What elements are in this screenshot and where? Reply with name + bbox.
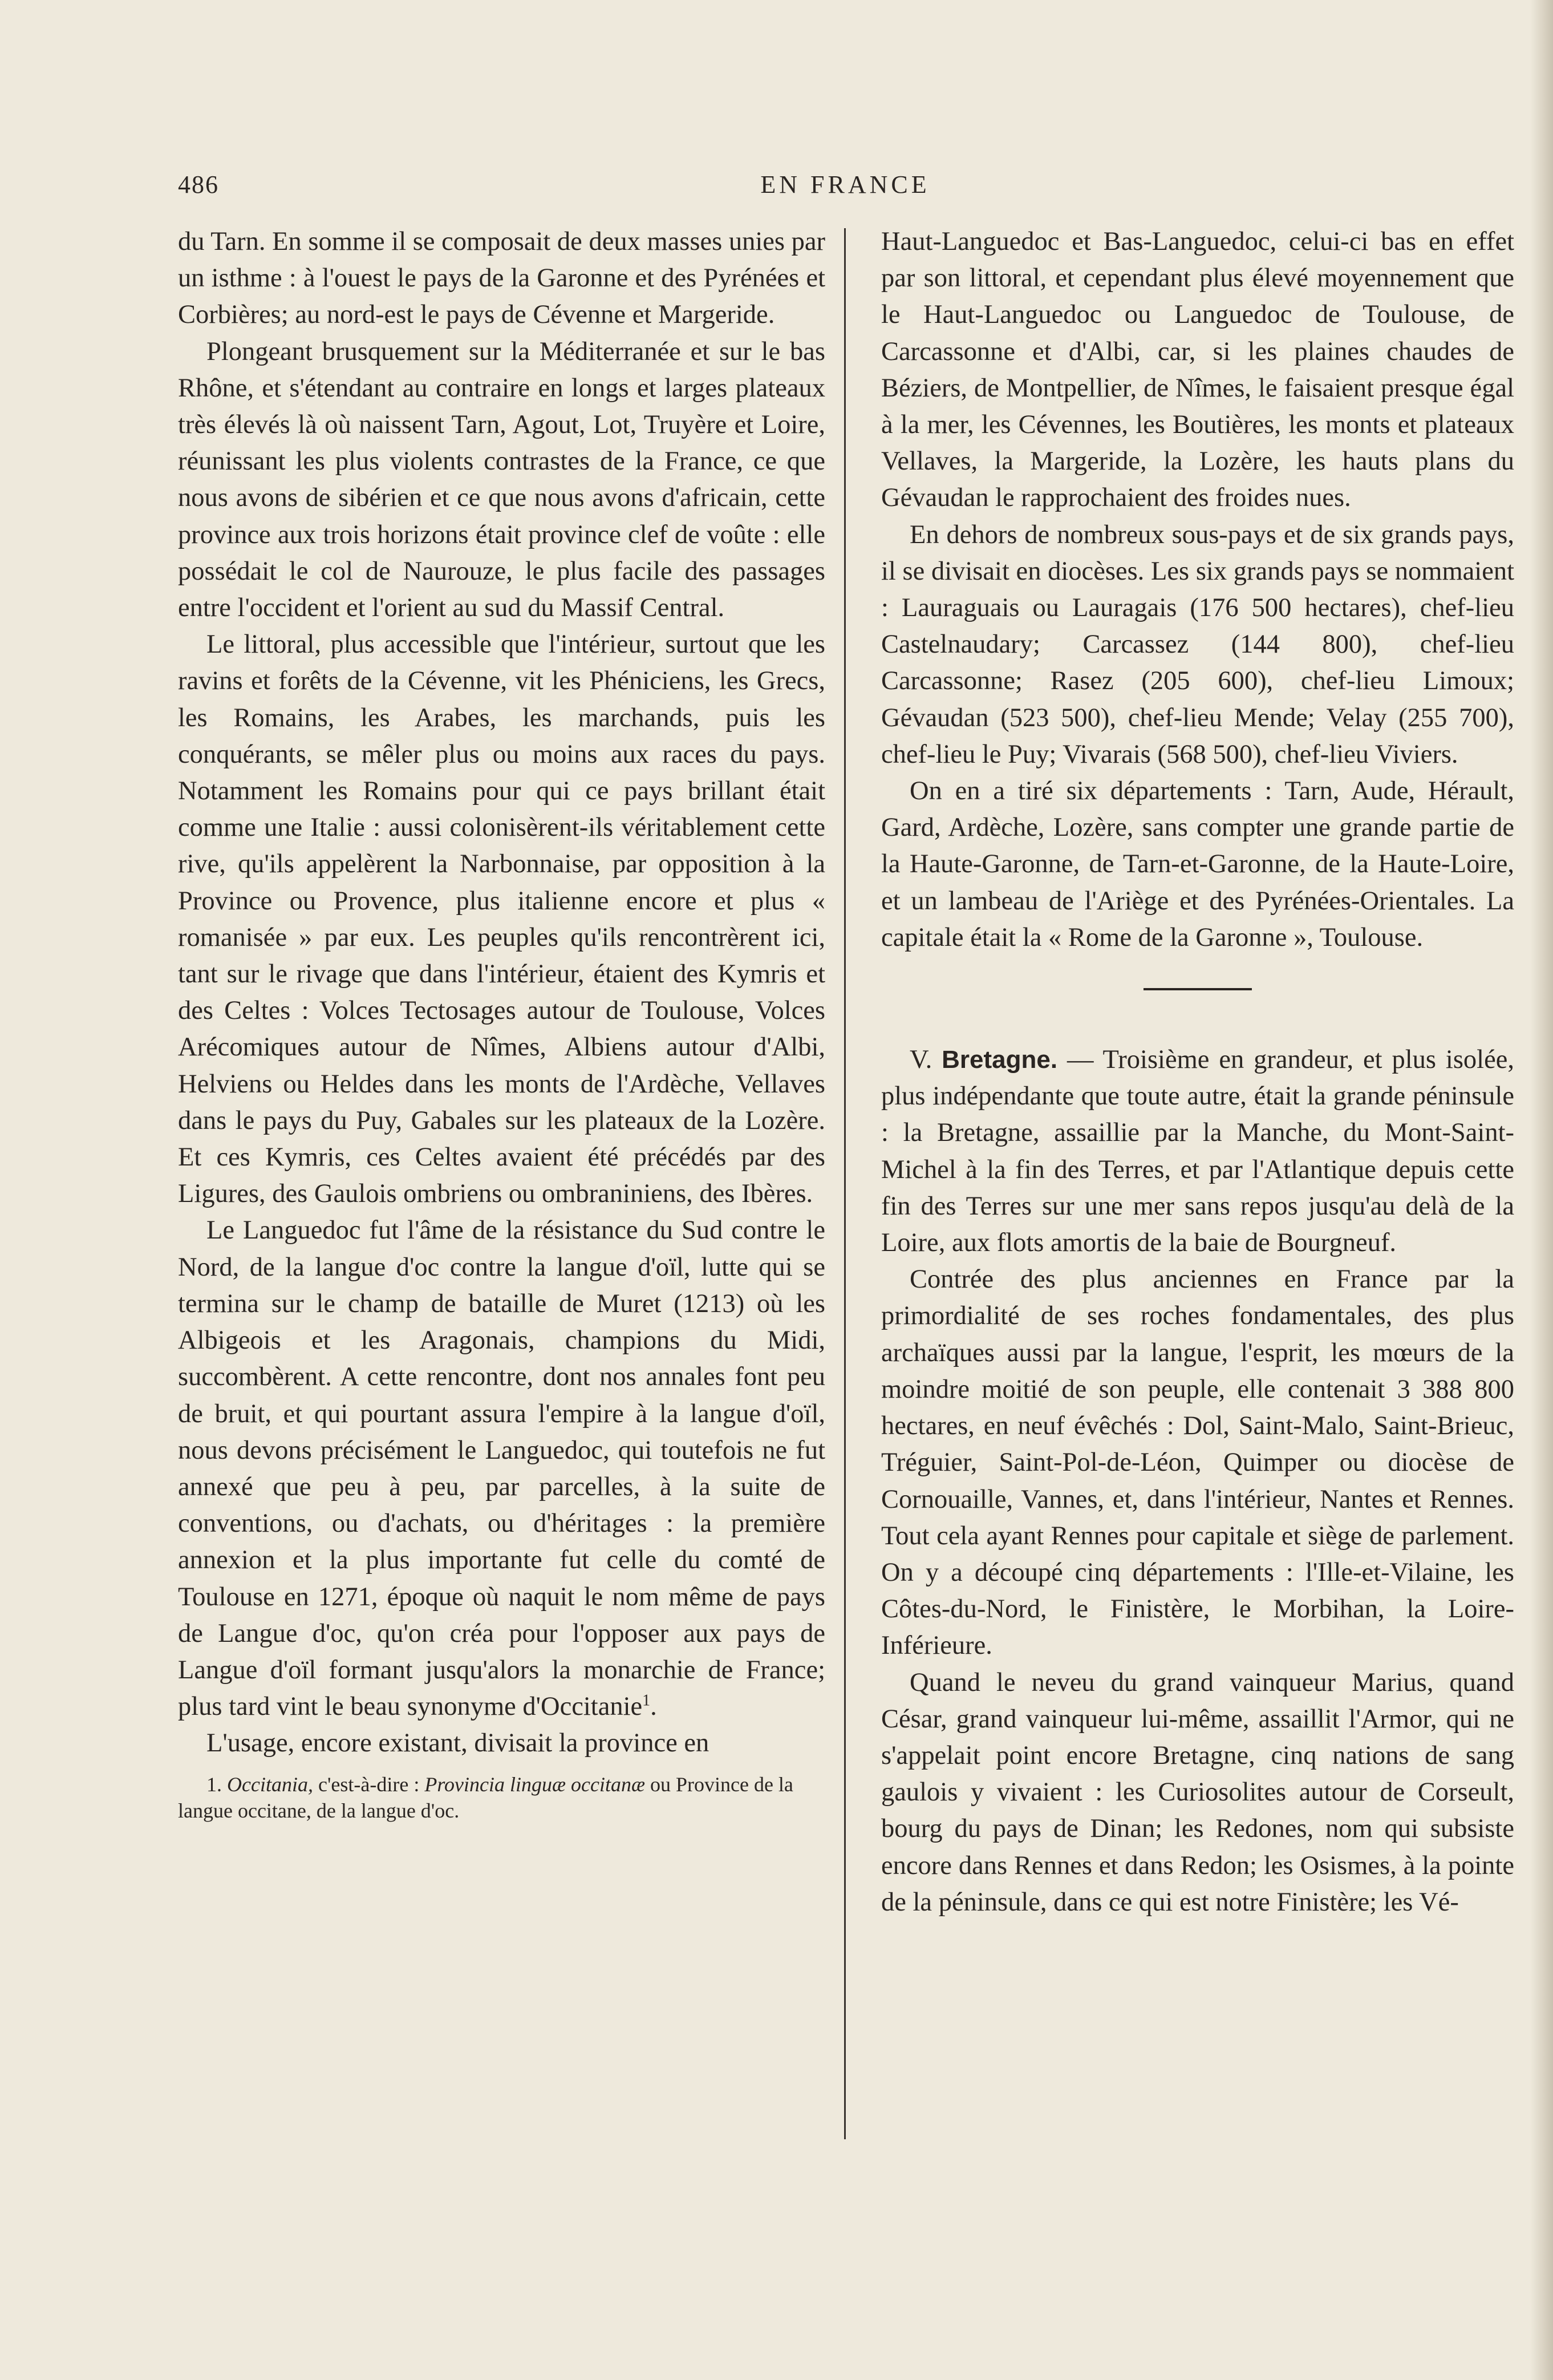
section-lead-text: — Troisième en grandeur, et plus isolée, plus indépendante que toute autre, était la grande péninsule : la Bretagne, assaillie par la Manche, du Mont-Saint-Michel à la fin des Terres, et par l'Atlantique depuis cette fin des Terres sur une mer sans repos jusqu'au delà de la Loire, aux flots amortis de la baie de Bourgneuf. [881,1045,1514,1258]
footnote [178,1771,825,1824]
paragraph: En dehors de nombreux sous-pays et de six grands pays, il se divisait en diocèses. Les six grands pays se nommaient : Lauraguais ou Lauragais (176 500 hectares), chef-lieu Castelnaudary; Carcassez (144 800), chef-lieu Carcassonne; Rasez (205 600), chef-lieu Limoux; Gévaudan (523 500), chef-lieu Mende; Velay (255 700), chef-lieu le Puy; Vivarais (568 500), chef-lieu Viviers. [881,520,1514,769]
section-title: Bretagne. [942,1046,1058,1074]
page-header [178,170,1513,204]
paragraph: L'usage, encore existant, divisait la province en [206,1729,709,1758]
right-column [881,224,1514,1921]
paragraph: Contrée des plus anciennes en France par la primordialité de ses roches fondamentales, des plus archaïques aussi par la langue, l'esprit, les mœurs de la moindre moitié de son peuple, elle contenait 3 388 800 hectares, en neuf évêchés : Dol, Saint-Malo, Saint-Brieuc, Tréguier, Saint-Pol-de-Léon, Quimper ou diocèse de Cornouaille, Vannes, et, dans l'intérieur, Nantes et Rennes. Tout cela ayant Rennes pour capitale et siège de parlement. On y a découpé cinq départements : l'Ille-et-Vilaine, les Côtes-du-Nord, le Finistère, le Morbihan, la Loire-Inférieure. [881,1265,1514,1661]
paragraph: On en a tiré six départements : Tarn, Aude, Hérault, Gard, Ardèche, Lozère, sans compter une grande partie de la Haute-Garonne, de Tarn-et-Garonne, de la Haute-Loire, et un lambeau de l'Ariège et des Pyrénées-Orientales. La capitale était la « Rome de la Garonne », Toulouse. [881,776,1514,952]
section-number: V. [910,1045,932,1075]
page-number: 486 [178,171,219,199]
footnote-text: ou Province de la langue occitane, de la langue d'oc. [178,1772,793,1822]
footnote-number: 1. [206,1772,222,1796]
section-divider [1144,988,1252,990]
footnote-italic: Occitania, [227,1772,313,1796]
paragraph: du Tarn. En somme il se composait de deux masses unies par un isthme : à l'ouest le pays de la Garonne et des Pyrénées et Corbières; au nord-est le pays de Cévenne et Margeride. [178,227,825,330]
column-divider [844,228,846,2139]
paragraph: Haut-Languedoc et Bas-Languedoc, celui-ci bas en effet par son littoral, et cependant plus élevé moyennement que le Haut-Languedoc ou Languedoc de Toulouse, de Carcassonne et d'Albi, car, si les plaines chaudes de Béziers, de Montpellier, de Nîmes, le faisaient presque égal à la mer, les Cévennes, les Boutières, les monts et plateaux Vellaves, la Margeride, la Lozère, les hauts plans du Gévaudan le rapprochaient des froides nues. [881,227,1514,513]
footnote-marker: 1 [642,1691,651,1710]
left-column [178,224,825,1824]
footnote-italic: Provincia linguæ occitanæ [424,1772,645,1796]
paragraph-text: Le Languedoc fut l'âme de la résistance du Sud contre le Nord, de la langue d'oc contre la langue d'oïl, lutte qui se termina sur le champ de bataille de Muret (1213) où les Albigeois et les Aragonais, champions du Midi, succombèrent. A cette rencontre, dont nos annales font peu de bruit, et qui pourtant assura l'empire à la langue d'oïl, nous devons précisément le Languedoc, qui toutefois ne fut annexé que peu à peu, par parcelles, à la suite de conventions, ou d'achats, ou d'héritages : la première annexion et la plus importante fut celle du comté de Toulouse en 1271, époque où naquit le nom même de pays de Langue d'oc, qu'on créa pour l'opposer aux pays de Langue d'oïl formant jusqu'alors la monarchie de France; plus tard vint le beau synonyme d'Occitanie [178,1216,825,1722]
section-paragraph [881,1042,1514,1261]
paragraph: Plongeant brusquement sur la Méditerranée et sur le bas Rhône, et s'étendant au contraire en longs et larges plateaux très élevés là où naissent Tarn, Agout, Lot, Truyère et Loire, réunissant les plus violents contrastes de la France, ce que nous avons de sibérien et ce que nous avons d'africain, cette province aux trois horizons était province clef de voûte : elle possédait le col de Naurouze, le plus facile des passages entre l'occident et l'orient au sud du Massif Central. [178,337,825,623]
running-title: EN FRANCE [760,171,930,199]
paragraph: Le littoral, plus accessible que l'intérieur, surtout que les ravins et forêts de la Cévenne, vit les Phéniciens, les Grecs, les Romains, les Arabes, les marchands, puis les conquérants, se mêler plus ou moins aux races du pays. Notamment les Romains pour qui ce pays brillant était comme une Italie : aussi colonisèrent-ils véritablement cette rive, qu'ils appelèrent la Narbonnaise, par opposition à la Province ou Provence, plus italienne encore et plus « romanisée » par eux. Les peuples qu'ils rencontrèrent ici, tant sur le rivage que dans l'intérieur, étaient des Kymris et des Celtes : Volces Tectosages autour de Toulouse, Volces Arécomiques autour de Nîmes, Albiens autour d'Albi, Helviens ou Heldes dans les monts de l'Ardèche, Vellaves dans le pays du Puy, Gabales sur les plateaux de la Lozère. Et ces Kymris, ces Celtes avaient été précédés par des Ligures, des Gaulois ombriens ou ombraniniens, des Ibères. [178,630,825,1209]
paragraph: Le Languedoc fut l'âme de la résistance du Sud contre le Nord, de la langue d'oc contre la langue d'oïl, lutte qui se termina sur le champ de bataille de Muret (1213) où les Albigeois et les Aragonais, champions du Midi, succombèrent. A cette rencontre, dont nos annales font peu de bruit, et qui pourtant assura l'empire à la langue d'oïl, nous devons précisément le Languedoc, qui toutefois ne fut annexé que peu à peu, par parcelles, à la suite de conventions, ou d'achats, ou d'héritages : la première annexion et la plus importante fut celle du comté de Toulouse en 1271, époque où naquit le nom même de pays de Langue d'oc, qu'on créa pour l'opposer aux pays de Langue d'oïl formant jusqu'alors la monarchie de France; plus tard vint le beau synonyme d'Occitanie$^1$. [178,1216,825,1722]
footnote-separator [178,1767,520,1768]
paragraph: Quand le neveu du grand vainqueur Marius, quand César, grand vainqueur lui-même, assaillit l'Armor, qui ne s'appelait point encore Bretagne, cinq nations de sang gaulois y vivaient : les Curiosolites autour de Corseult, bourg du pays de Dinan; les Redones, nom qui subsiste encore dans Rennes et dans Redon; les Osismes, à la pointe de la péninsule, dans ce qui est notre Finistère; les Vé- [881,1667,1514,1917]
footnote-text: c'est-à-dire : [313,1772,425,1796]
page-edge-shadow [1530,0,1553,2380]
